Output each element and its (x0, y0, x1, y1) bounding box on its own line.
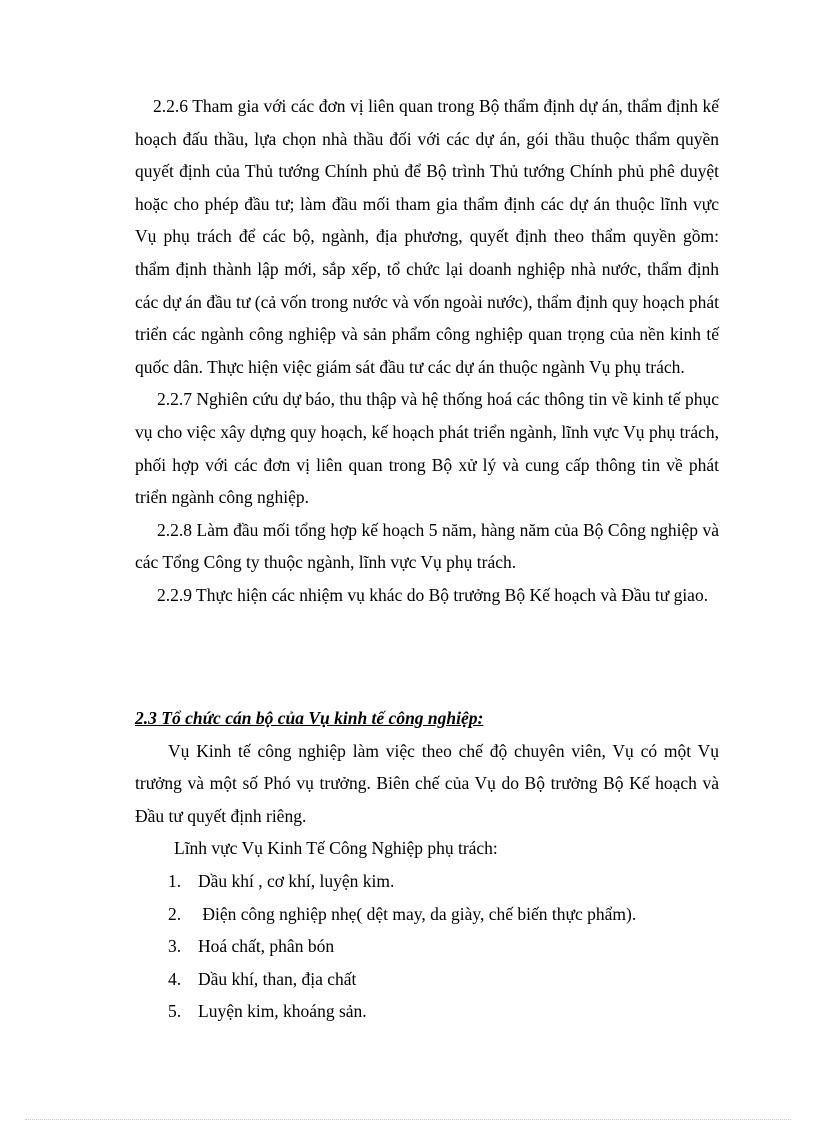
list-item-text: Dầu khí, than, địa chất (198, 968, 357, 989)
list-item-number: 4. (168, 968, 182, 989)
paragraph-2-2-8: 2.2.8 Làm đầu mối tổng hợp kế hoạch 5 năm, hàng năm của Bộ Công nghiệp và các Tổng Công ty thuộc ngành, lĩnh vực Vụ phụ trách. (135, 519, 719, 573)
section-2-3 (135, 702, 719, 1028)
list-item (135, 963, 719, 996)
list-item-number: 3. (168, 936, 182, 957)
page-footer-divider (25, 1119, 791, 1120)
list-item-text: Điện công nghiệp nhẹ( dệt may, da giày, chế biến thực phẩm). (198, 903, 637, 924)
list-item-text: Luyện kim, khoáng sản. (198, 1001, 367, 1022)
list-item-text: Hoá chất, phân bón (198, 936, 335, 957)
section-heading: 2.3 Tổ chức cán bộ của Vụ kinh tế công nghiệp: (135, 708, 484, 728)
document-body (135, 90, 719, 612)
list-item-number: 5. (168, 1001, 182, 1022)
paragraph-2-2-7: 2.2.7 Nghiên cứu dự báo, thu thập và hệ thống hoá các thông tin về kinh tế phục vụ cho việc xây dựng quy hoạch, kế hoạch phát triển ngành, lĩnh vực Vụ phụ trách, phối hợp với các đơn vị liên quan trong Bộ xử lý và cung cấp thông tin về phát triển ngành công nghiệp. (135, 389, 719, 508)
list-item-text: Dầu khí , cơ khí, luyện kim. (198, 870, 395, 891)
responsibility-list (135, 865, 719, 1028)
list-item (135, 930, 719, 963)
paragraph-2-2-6: 2.2.6 Tham gia với các đơn vị liên quan trong Bộ thẩm định dự án, thẩm định kế hoạch đấu thầu, lựa chọn nhà thầu đối với các dự án, gói thầu thuộc thẩm quyền quyết định của Thủ tướng Chính phủ để Bộ trình Thủ tướng Chính phủ phê duyệt hoặc cho phép đầu tư; làm đầu mối tham gia thẩm định các dự án thuộc lĩnh vực Vụ phụ trách để các bộ, ngành, địa phương, quyết định theo thẩm quyền gồm: thẩm định thành lập mới, sắp xếp, tổ chức lại doanh nghiệp nhà nước, thẩm định các dự án đầu tư (cả vốn trong nước và vốn ngoài nước), thẩm định quy hoạch phát triển các ngành công nghiệp và sản phẩm công nghiệp quan trọng của nền kinh tế quốc dân. Thực hiện việc giám sát đầu tư các dự án thuộc ngành Vụ phụ trách. (135, 96, 719, 377)
paragraph-2-2-9: 2.2.9 Thực hiện các nhiệm vụ khác do Bộ trưởng Bộ Kế hoạch và Đầu tư giao. (157, 584, 709, 605)
list-item-number: 1. (168, 870, 182, 891)
list-item (135, 865, 719, 898)
list-item (135, 995, 719, 1028)
section-intro: Vụ Kinh tế công nghiệp làm việc theo chế độ chuyên viên, Vụ có một Vụ trưởng và một số Phó vụ trưởng. Biên chế của Vụ do Bộ trưởng Bộ Kế hoạch và Đầu tư quyết định riêng. (135, 740, 719, 826)
list-item-number: 2. (168, 903, 182, 924)
list-title: Lĩnh vực Vụ Kinh Tế Công Nghiệp phụ trách: (174, 838, 498, 859)
list-item (135, 898, 719, 931)
